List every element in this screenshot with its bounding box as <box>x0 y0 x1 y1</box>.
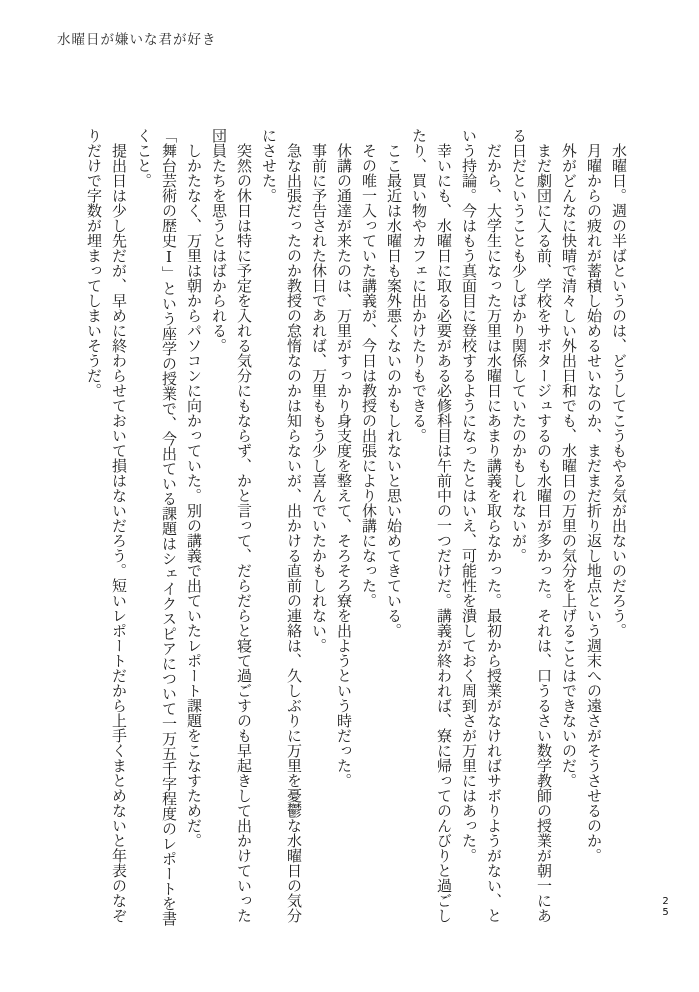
paragraph: しかたなく、万里は朝からパソコンに向かっていた。別の講義で出ていたレポート課題をこなすためだ。 <box>185 143 201 848</box>
paragraph: 幸いにも、水曜日に取る必要がある必修科目は午前中の一つだけだ。講義が終われば、寮に帰ってのんびりと過ごしたり、買い物やカフェに出かけたりもできる。 <box>410 128 451 923</box>
paragraph: ここ最近は水曜日も案外悪くないのかもしれないと思い始めてきている。 <box>385 143 401 638</box>
paragraph: 外がどんなに快晴で清々しい外出日和でも、水曜日の万里の気分を上げることはできないのだ。 <box>560 143 576 788</box>
paragraph: 休講の通達が来たのは、万里がすっかり身支度を整えて、そろそろ寮を出ようという時だった。 <box>335 143 351 788</box>
paragraph: 突然の休日は特に予定を入れる気分にもならず、かと言って、だらだらと寝て過ごすのも早起きして出かけていった団員たちを思うとはばかられる。 <box>210 128 251 923</box>
paragraph: 「舞台芸術の歴史Ⅰ」という座学の授業で、今出ている課題はシェイクスピアについて一万五千字程度のレポートを書くこと。 <box>135 128 176 926</box>
running-header-title: 水曜日が嫌いな君が好き <box>57 32 217 47</box>
paragraph: その唯一入っていた講義が、今日は教授の出張により休講になった。 <box>360 143 376 608</box>
paragraph: だから、大学生になった万里は水曜日にあまり講義を取らなかった。最初から授業がなければサボりようがない、という持論。今はもう真面目に登校するようになったとはいえ、可能性を潰しておく周到さが万里にはあった。 <box>460 128 501 923</box>
paragraph: 月曜からの疲れが蓄積し始めるせいなのか、まだまだ折り返し地点という週末への遠さがそうさせるのか。 <box>585 143 601 863</box>
paragraph: 水曜日。週の半ばというのは、どうしてこうもやる気が出ないのだろう。 <box>610 143 626 638</box>
page-number: 25 <box>660 896 671 918</box>
paragraph: まだ劇団に入る前、学校をサボタージュするのも水曜日が多かった。それは、口うるさい数学教師の授業が朝一にある日だということも少しばかり関係していたのかもしれないが。 <box>510 128 551 923</box>
paragraph: 事前に予告された休日であれば、万里ももう少し喜んでいたかもしれない。 <box>310 143 326 653</box>
paragraph: 提出日は少し先だが、早めに終わらせておいて損はないだろう。短いレポートだから上手くまとめないと年表のなぞりだけで字数が埋まってしまいそうだ。 <box>85 128 126 923</box>
paragraph: 急な出張だったのか教授の怠惰なのかは知らないが、出かける直前の連絡は、久しぶりに万里を憂鬱な水曜日の気分にさせた。 <box>260 128 301 923</box>
body-text <box>78 128 630 930</box>
